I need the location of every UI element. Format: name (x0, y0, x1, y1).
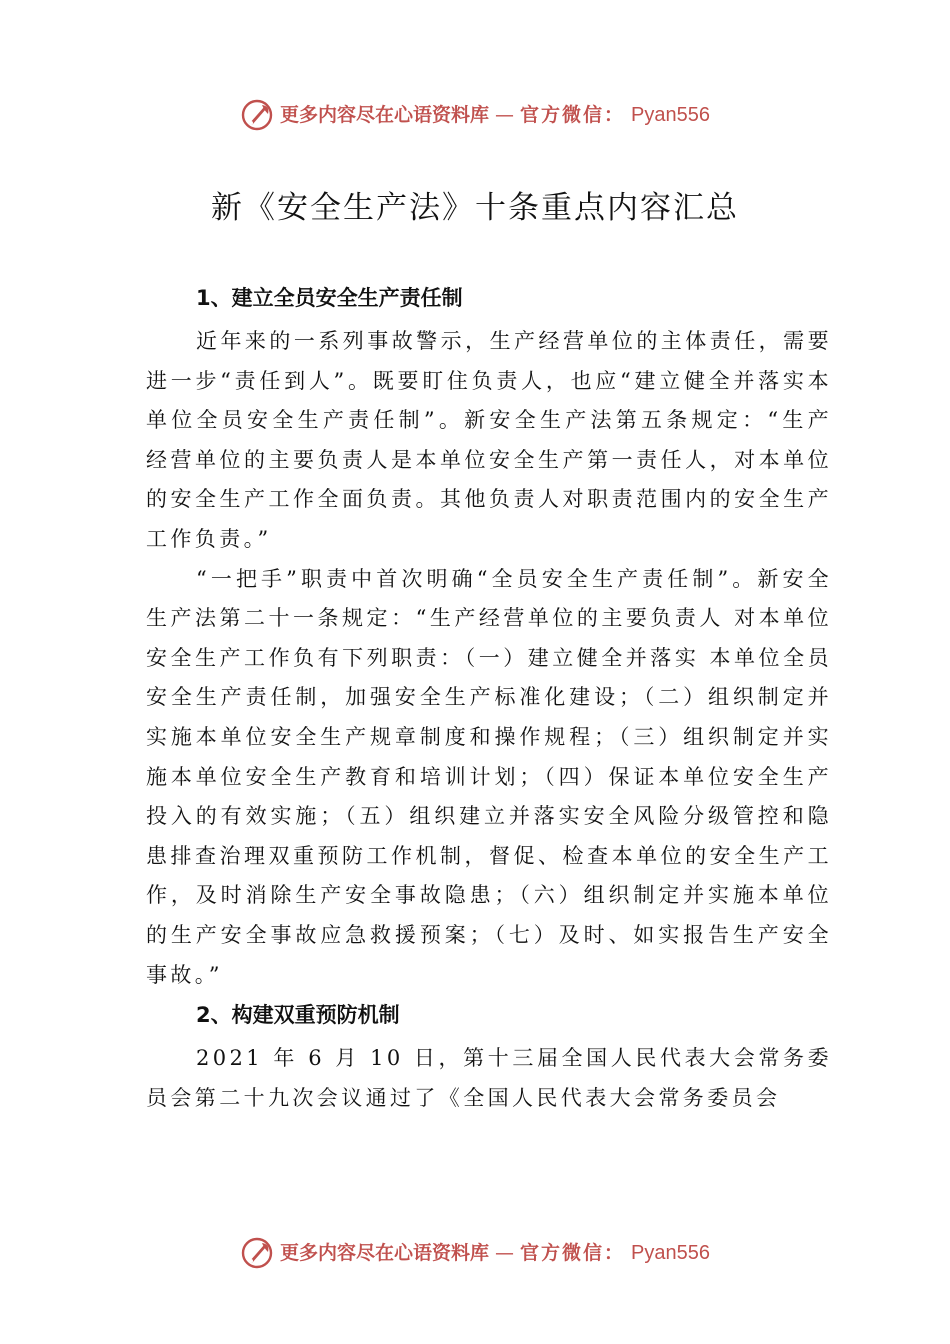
paragraph: 近年来的一系列事故警示，生产经营单位的主体责任，需要进一步“责任到人”。既要盯住负责人，也应“建立健全并落实本单位全员安全生产责任制”。新安全生产法第五条规定：“生产经营单位的主要负责人是本单位安全生产第一责任人，对本单位的安全生产工作全面负责。其他负责人对职责范围内的安全生产工作负责。” (146, 329, 832, 551)
document-title: 新《安全生产法》十条重点内容汇总 (211, 190, 739, 226)
header-banner (0, 98, 950, 132)
banner-text: 更多内容尽在心语资料库 (280, 1242, 490, 1264)
paragraph: 2021 年 6 月 10 日，第十三届全国人民代表大会常务委员会第二十九次会议通过了《全国人民代表大会常务委员会 (146, 1046, 832, 1110)
banner-wechat-label: 官方微信： (520, 1242, 626, 1264)
paragraph: “一把手”职责中首次明确“全员安全生产责任制”。新安全生产法第二十一条规定：“生产经营单位的主要负责人 对本单位安全生产工作负有下列职责：（一）建立健全并落实 本单位全员安全生产责任制，加强安全生产标准化建设；（二）组织制定并实施本单位安全生产规章制度和操作规程；（三）组织制定并实施本单位安全生产教育和培训计划；（四）保证本单位安全生产投入的有效实施；（五）组织建立并落实安全风险分级管控和隐患排查治理双重预防工作机制，督促、检查本单位的安全生产工作，及时消除生产安全事故隐患；（六）组织制定并实施本单位的生产安全事故应急救援预案；（七）及时、如实报告生产安全事故。” (146, 566, 832, 987)
section-2 (146, 995, 832, 1118)
section-1 (146, 278, 832, 995)
banner-wechat-id: Pyan556 (631, 104, 710, 126)
banner-dash: — (495, 104, 515, 126)
banner-dash: — (495, 1242, 515, 1264)
footer-banner (0, 1236, 950, 1270)
section-heading: 2、构建双重预防机制 (196, 1003, 400, 1028)
section-heading: 1、建立全员安全生产责任制 (196, 286, 463, 310)
banner-wechat-id: Pyan556 (631, 1242, 710, 1264)
banner-text: 更多内容尽在心语资料库 (280, 104, 490, 126)
feather-pen-logo-icon (240, 98, 274, 132)
banner-wechat-label: 官方微信： (520, 104, 626, 126)
feather-pen-logo-icon (240, 1236, 274, 1270)
document-body (146, 278, 832, 1118)
